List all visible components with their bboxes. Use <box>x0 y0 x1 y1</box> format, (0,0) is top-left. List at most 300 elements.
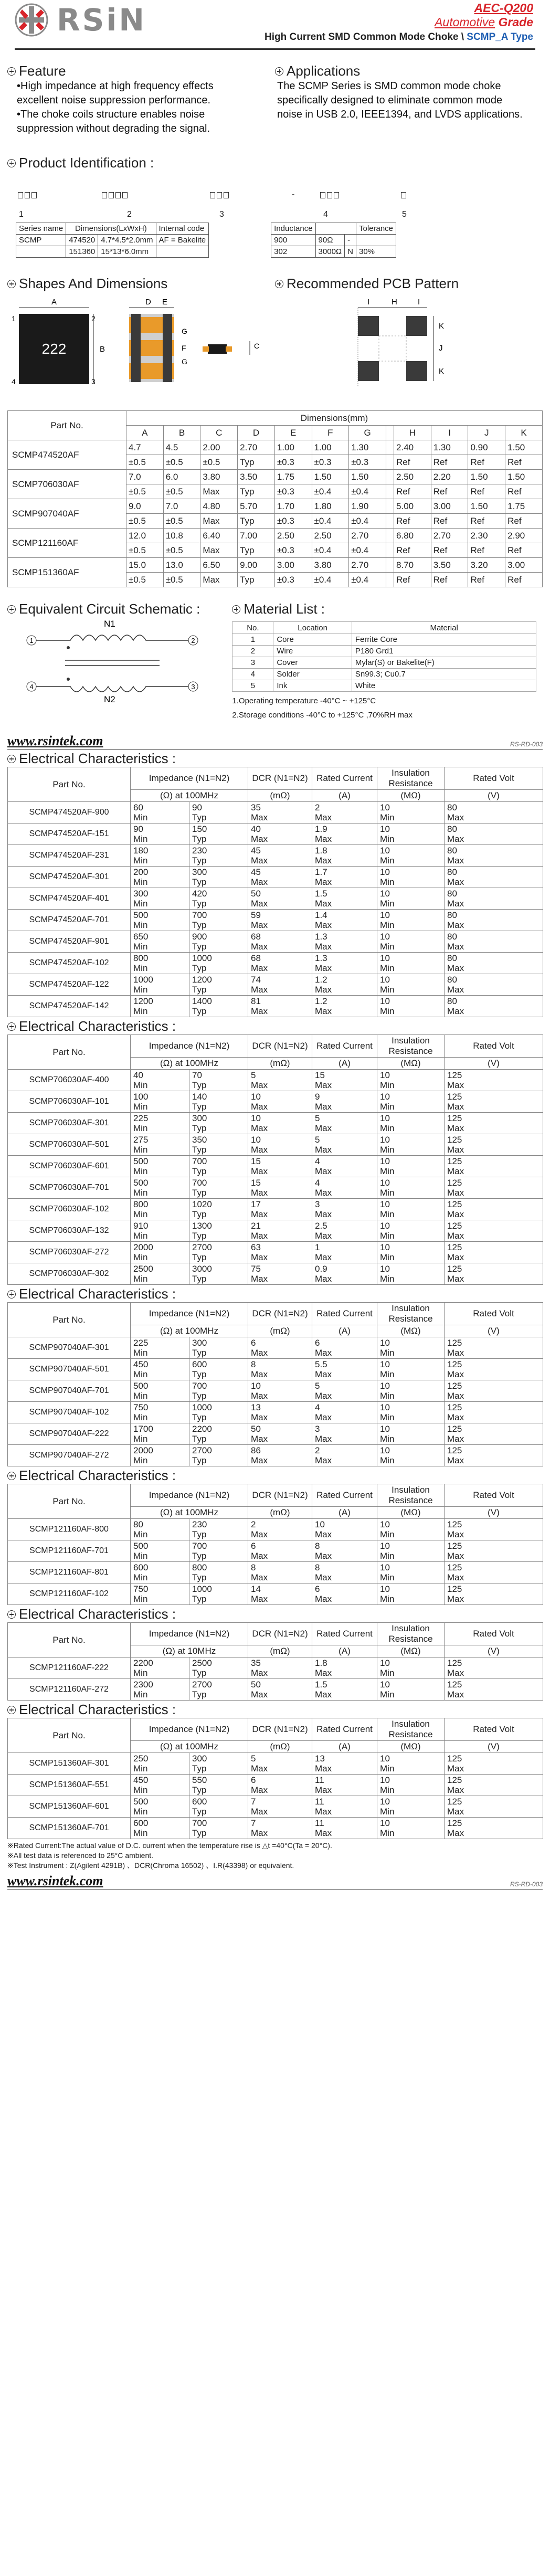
elec-unit-label: Max <box>315 963 332 973</box>
table-row <box>8 1423 543 1445</box>
elec-value: 2700 <box>192 1680 212 1690</box>
elec-unit-label: Min <box>380 1391 395 1401</box>
dim-part-header: Part No. <box>8 411 126 440</box>
elec-cell <box>131 1402 189 1423</box>
elec-unit-label: Max <box>447 1668 464 1678</box>
electrical-notes <box>7 1841 543 1871</box>
elec-unit-label: Max <box>251 834 268 844</box>
elec-volt-unit: (V) <box>445 1507 543 1519</box>
elec-value: 5 <box>315 1381 320 1391</box>
elec-unit-label: Max <box>447 1690 464 1699</box>
electrical-heading <box>7 1018 543 1034</box>
elec-value: 125 <box>447 1242 462 1252</box>
elec-value: 80 <box>447 910 457 920</box>
elec-cell <box>377 1519 445 1540</box>
elec-unit-label: Max <box>315 1764 332 1773</box>
elec-unit-label: Max <box>447 1166 464 1176</box>
elec-unit-label: Max <box>315 1102 332 1112</box>
elec-cell <box>312 1679 377 1701</box>
elec-value: 10 <box>315 1519 325 1529</box>
elec-cell <box>248 1220 312 1242</box>
dim-tolerance: ±0.4 <box>312 484 349 499</box>
electrical-note: ※Test Instrument : Z(Agilent 4291B) 、DCR(Chroma 16502) 、I.R(43398) or equivalent. <box>7 1861 294 1870</box>
elec-value: 650 <box>133 932 149 942</box>
elec-cell <box>131 1263 189 1285</box>
elec-unit-label: Max <box>447 1369 464 1379</box>
id-header-cell: Internal code <box>156 223 209 235</box>
elec-part-number: SCMP121160AF-272 <box>8 1679 131 1701</box>
elec-cell <box>312 910 377 931</box>
material-cell: 3 <box>232 657 273 669</box>
dim-col-header: H <box>394 426 431 440</box>
elec-cell <box>445 931 543 953</box>
elec-value: 2 <box>315 1445 320 1455</box>
elec-value: 2.5 <box>315 1221 327 1231</box>
dim-value: 4.5 <box>163 440 200 455</box>
elec-cell <box>312 1562 377 1583</box>
winding-n1-label: N1 <box>104 619 115 629</box>
elec-dcr-unit: (mΩ) <box>248 1741 312 1753</box>
elec-cell <box>377 1337 445 1359</box>
dim-col-header: E <box>274 426 312 440</box>
elec-value: 10 <box>380 1775 390 1785</box>
elec-unit-label: Min <box>133 1391 148 1401</box>
table-row <box>8 888 543 910</box>
elec-value: 70 <box>192 1070 202 1080</box>
dim-value: 1.50 <box>349 470 386 484</box>
elec-dcr-header: DCR (N1=N2) <box>248 1718 312 1741</box>
elec-cell <box>131 1540 189 1562</box>
elec-value: 450 <box>133 1775 149 1785</box>
elec-value: 10 <box>380 1242 390 1252</box>
elec-cell <box>377 1113 445 1134</box>
elec-unit-label: Min <box>380 1252 395 1262</box>
elec-cell <box>189 1775 248 1796</box>
elec-cell <box>248 1445 312 1466</box>
elec-value: 1000 <box>192 953 212 963</box>
elec-unit-label: Max <box>251 1412 268 1422</box>
dim-value: 1.50 <box>505 470 543 484</box>
table-row <box>8 1177 543 1199</box>
elec-cell <box>131 931 189 953</box>
winding-n2-label: N2 <box>104 694 115 704</box>
elec-unit-label: Max <box>315 856 332 865</box>
ir-line: Resistance <box>388 1495 433 1505</box>
elec-value: 1 <box>315 1242 320 1252</box>
elec-value: 5.5 <box>315 1359 327 1369</box>
elec-unit-label: Max <box>251 1080 268 1090</box>
elec-cell <box>189 1156 248 1177</box>
pin-3-label: 3 <box>91 377 96 386</box>
dim-part-number: SCMP151360AF <box>8 558 126 587</box>
table-row <box>8 931 543 953</box>
page-header <box>7 0 543 45</box>
section-bullet-icon <box>7 605 16 614</box>
elec-cell <box>312 1220 377 1242</box>
dim-group-header: Dimensions(mm) <box>126 411 543 426</box>
code-position-number: 1 <box>19 210 24 219</box>
elec-cell <box>248 1423 312 1445</box>
elec-cell <box>445 1359 543 1380</box>
elec-impedance-header: Impedance (N1=N2) <box>131 1303 248 1325</box>
elec-value: 35 <box>251 803 261 812</box>
elec-value: 80 <box>447 932 457 942</box>
elec-cell <box>189 996 248 1017</box>
elec-cell <box>131 1070 189 1091</box>
dim-value: 9.00 <box>238 558 275 573</box>
elec-value: 7 <box>251 1818 256 1828</box>
elec-cell <box>189 1540 248 1562</box>
elec-unit-label: Max <box>251 985 268 995</box>
elec-value: 125 <box>447 1445 462 1455</box>
elec-part-number: SCMP474520AF-301 <box>8 867 131 888</box>
elec-value: 1020 <box>192 1199 212 1209</box>
applications-text <box>275 79 536 122</box>
elec-cell <box>312 1070 377 1091</box>
elec-cell <box>248 1519 312 1540</box>
elec-cell <box>445 1070 543 1091</box>
elec-value: 4 <box>315 1402 320 1412</box>
table-row <box>8 1220 543 1242</box>
elec-part-number: SCMP151360AF-601 <box>8 1796 131 1818</box>
elec-value: 10 <box>380 1519 390 1529</box>
elec-value: 2500 <box>192 1658 212 1668</box>
elec-unit-label: Min <box>133 963 148 973</box>
elec-cell <box>445 802 543 824</box>
elec-unit-label: Min <box>133 1209 148 1219</box>
id-header-cell: Tolerance <box>356 223 396 235</box>
elec-insulation-header <box>377 767 445 790</box>
material-cell: 4 <box>232 669 273 680</box>
elec-value: 68 <box>251 932 261 942</box>
elec-unit-label: Max <box>447 1391 464 1401</box>
elec-cell <box>445 910 543 931</box>
elec-value: 14 <box>251 1584 261 1594</box>
ir-line: Insulation <box>392 1303 430 1313</box>
elec-unit-label: Max <box>447 1807 464 1817</box>
elec-dcr-unit: (mΩ) <box>248 1645 312 1657</box>
elec-value: 225 <box>133 1113 149 1123</box>
elec-unit-label: Max <box>447 1102 464 1112</box>
elec-value: 68 <box>251 953 261 963</box>
grade-label: Grade <box>498 15 533 29</box>
elec-part-number: SCMP706030AF-102 <box>8 1199 131 1220</box>
feature-line: excellent noise suppression performance. <box>17 94 211 106</box>
id-cell: 302 <box>271 246 315 258</box>
table-row <box>8 1113 543 1134</box>
elec-value: 10 <box>380 1402 390 1412</box>
dim-value: 7.00 <box>238 529 275 543</box>
elec-cell <box>377 953 445 974</box>
dim-tolerance: Ref <box>468 455 505 470</box>
dim-tolerance: ±0.4 <box>312 514 349 529</box>
elec-cell <box>189 1337 248 1359</box>
side-view-drawing <box>129 298 187 382</box>
drawings <box>7 292 543 402</box>
elec-value: 6 <box>251 1338 256 1348</box>
elec-cell <box>445 974 543 996</box>
elec-impedance-header: Impedance (N1=N2) <box>131 767 248 790</box>
pin-4: 4 <box>29 683 34 691</box>
electrical-heading <box>7 1468 543 1484</box>
elec-unit-label: Typ <box>192 1455 207 1465</box>
code-box <box>224 192 229 198</box>
elec-value: 125 <box>447 1754 462 1764</box>
elec-part-number: SCMP907040AF-301 <box>8 1337 131 1359</box>
elec-value: 10 <box>380 1359 390 1369</box>
elec-value: 125 <box>447 1563 462 1572</box>
elec-value: 1.9 <box>315 824 327 834</box>
elec-value: 10 <box>251 1381 261 1391</box>
elec-unit-label: Min <box>133 1455 148 1465</box>
dim-tolerance: Ref <box>468 543 505 558</box>
elec-cell <box>131 1337 189 1359</box>
dim-col-header: C <box>200 426 238 440</box>
elec-unit-label: Max <box>447 1434 464 1444</box>
dim-tolerance: Ref <box>394 543 431 558</box>
elec-cell <box>131 867 189 888</box>
elec-value: 80 <box>447 824 457 834</box>
elec-value: 86 <box>251 1445 261 1455</box>
elec-value: 13 <box>315 1754 325 1764</box>
elec-cell <box>445 1091 543 1113</box>
electrical-note: ※Rated Current:The actual value of D.C. current when the temperature rise is △t =40°C(Ta = 20°C). <box>7 1841 332 1850</box>
dim-value: 4.7 <box>126 440 164 455</box>
elec-part-header: Part No. <box>8 1718 131 1753</box>
elec-unit-label: Max <box>315 1188 332 1198</box>
dim-value: 2.70 <box>431 529 468 543</box>
elec-unit-label: Min <box>380 1123 395 1133</box>
elec-unit-label: Min <box>380 1080 395 1090</box>
revision-code: RS-RD-003 <box>510 741 543 748</box>
code-box <box>122 192 128 198</box>
elec-cell <box>131 974 189 996</box>
elec-part-number: SCMP706030AF-701 <box>8 1177 131 1199</box>
dim-col-header <box>386 426 394 440</box>
dim-value: 1.50 <box>468 499 505 514</box>
elec-unit-label: Min <box>380 942 395 952</box>
elec-unit-label: Max <box>447 1412 464 1422</box>
elec-cell <box>131 824 189 845</box>
elec-unit-label: Max <box>315 1594 332 1604</box>
elec-value: 11 <box>315 1797 324 1807</box>
elec-cell <box>248 1134 312 1156</box>
material-section <box>232 601 543 722</box>
elec-unit-label: Min <box>380 963 395 973</box>
code-box <box>217 192 222 198</box>
elec-value: 15 <box>251 1178 261 1188</box>
shapes-heading-text: Shapes And Dimensions <box>19 276 168 291</box>
elec-cell <box>248 845 312 867</box>
ir-line: Resistance <box>388 1634 433 1644</box>
elec-cell <box>248 1679 312 1701</box>
elec-value: 350 <box>192 1135 207 1145</box>
elec-part-number: SCMP907040AF-701 <box>8 1380 131 1402</box>
dim-value: 1.75 <box>274 470 312 484</box>
elec-unit-label: Max <box>251 942 268 952</box>
elec-cell <box>312 1583 377 1605</box>
section-bullet-icon <box>7 280 16 288</box>
id-header-cell: Dimensions(LxWxH) <box>66 223 156 235</box>
elec-value: 75 <box>251 1264 261 1274</box>
elec-cell <box>131 1679 189 1701</box>
dim-tolerance: Typ <box>238 484 275 499</box>
elec-unit-label: Max <box>251 856 268 865</box>
elec-value: 45 <box>251 867 261 877</box>
elec-cell <box>312 802 377 824</box>
code-box <box>401 192 406 198</box>
elec-value: 750 <box>133 1584 149 1594</box>
elec-value: 1.7 <box>315 867 327 877</box>
dim-value: 0.90 <box>468 440 505 455</box>
dim-tolerance: ±0.5 <box>126 543 164 558</box>
elec-unit-label: Min <box>133 1412 148 1422</box>
elec-cell <box>445 1177 543 1199</box>
dim-tolerance: Ref <box>394 455 431 470</box>
material-cell: Ferrite Core <box>352 634 536 646</box>
elec-volt-unit: (V) <box>445 1325 543 1337</box>
table-row <box>8 845 543 867</box>
elec-unit-label: Min <box>133 985 148 995</box>
elec-value: 750 <box>133 1402 149 1412</box>
elec-value: 1.8 <box>315 1658 327 1668</box>
dim-value: 1.30 <box>431 440 468 455</box>
elec-unit-label: Min <box>380 1102 395 1112</box>
id-cell: 151360 <box>66 246 98 258</box>
elec-value: 125 <box>447 1519 462 1529</box>
elec-value: 1.8 <box>315 846 327 856</box>
elec-value: 1.5 <box>315 889 327 899</box>
elec-current-header: Rated Current <box>312 1303 377 1325</box>
elec-cell <box>377 1156 445 1177</box>
elec-unit-label: Typ <box>192 856 207 865</box>
dim-value: 1.80 <box>312 499 349 514</box>
elec-cell <box>312 1540 377 1562</box>
elec-value: 5 <box>251 1070 256 1080</box>
dim-value <box>386 529 394 543</box>
elec-part-number: SCMP121160AF-801 <box>8 1562 131 1583</box>
pin-3: 3 <box>191 683 195 691</box>
elec-value: 10 <box>380 1092 390 1102</box>
dim-tolerance: Ref <box>394 573 431 587</box>
dim-col-header: I <box>431 426 468 440</box>
elec-cell <box>312 996 377 1017</box>
elec-value: 600 <box>192 1359 207 1369</box>
ir-line: Insulation <box>392 1623 430 1633</box>
material-cell: Wire <box>273 646 352 657</box>
elec-unit-label: Max <box>315 1785 332 1795</box>
elec-value: 125 <box>447 1818 462 1828</box>
elec-value: 230 <box>192 846 207 856</box>
elec-part-number: SCMP151360AF-301 <box>8 1753 131 1775</box>
feature-line: •High impedance at high frequency effects <box>17 80 214 92</box>
elec-cell <box>248 953 312 974</box>
elec-cell <box>189 802 248 824</box>
elec-dcr-unit: (mΩ) <box>248 790 312 802</box>
elec-part-number: SCMP907040AF-272 <box>8 1445 131 1466</box>
elec-unit-label: Max <box>251 1231 268 1241</box>
elec-unit-label: Max <box>315 1455 332 1465</box>
elec-value: 225 <box>133 1338 149 1348</box>
elec-cell <box>377 1177 445 1199</box>
dim-tolerance <box>386 543 394 558</box>
elec-value: 500 <box>133 1156 149 1166</box>
elec-unit-label: Max <box>251 1690 268 1699</box>
elec-cell <box>312 1775 377 1796</box>
package-photo <box>203 344 232 354</box>
material-cell: 1 <box>232 634 273 646</box>
dim-tolerance: ±0.5 <box>163 543 200 558</box>
elec-value: 17 <box>251 1199 261 1209</box>
elec-unit-label: Max <box>447 1274 464 1284</box>
elec-cell <box>377 931 445 953</box>
elec-cell <box>248 1583 312 1605</box>
id-cell: 4.7*4.5*2.0mm <box>98 235 156 246</box>
elec-cell <box>377 1359 445 1380</box>
elec-value: 1400 <box>192 996 212 1006</box>
elec-unit-label: Min <box>380 1006 395 1016</box>
elec-part-number: SCMP706030AF-400 <box>8 1070 131 1091</box>
elec-cell <box>312 1156 377 1177</box>
elec-unit-label: Min <box>133 1166 148 1176</box>
elec-value: 125 <box>447 1775 462 1785</box>
elec-cell <box>248 1070 312 1091</box>
elec-unit-label: Min <box>380 1274 395 1284</box>
elec-cell <box>312 1445 377 1466</box>
elec-unit-label: Max <box>315 1348 332 1358</box>
elec-volt-header: Rated Volt <box>445 767 543 790</box>
elec-value: 1000 <box>192 1402 212 1412</box>
table-row <box>8 1134 543 1156</box>
elec-value: 80 <box>447 953 457 963</box>
dim-label-e: E <box>162 298 168 307</box>
elec-cell <box>189 974 248 996</box>
website-link-footer[interactable]: www.rsintek.com <box>7 1873 103 1888</box>
elec-value: 59 <box>251 910 261 920</box>
elec-cell <box>445 1263 543 1285</box>
elec-part-number: SCMP706030AF-601 <box>8 1156 131 1177</box>
elec-value: 10 <box>380 1178 390 1188</box>
elec-cell <box>189 1134 248 1156</box>
dim-value: 10.8 <box>163 529 200 543</box>
elec-cell <box>312 1134 377 1156</box>
elec-value: 600 <box>133 1563 149 1572</box>
dim-value: 2.70 <box>349 558 386 573</box>
elec-value: 300 <box>192 1754 207 1764</box>
elec-impedance-unit: (Ω) at 100MHz <box>131 790 248 802</box>
elec-unit-label: Max <box>315 1274 332 1284</box>
electrical-heading-text: Electrical Characteristics : <box>19 1702 176 1717</box>
elec-unit-label: Max <box>251 1668 268 1678</box>
dim-value: 6.0 <box>163 470 200 484</box>
elec-cell <box>248 1242 312 1263</box>
svg-text:C: C <box>254 342 260 350</box>
elec-unit-label: Min <box>133 1252 148 1262</box>
dim-label-f: F <box>182 344 186 352</box>
electrical-table <box>7 767 543 1017</box>
applications-line: The SCMP Series is SMD common mode choke <box>277 80 501 92</box>
dim-label-d: D <box>145 298 151 307</box>
elec-unit-label: Min <box>133 1006 148 1016</box>
dim-col-header: J <box>468 426 505 440</box>
elec-unit-label: Max <box>315 1529 332 1539</box>
dim-value: 6.40 <box>200 529 238 543</box>
elec-cell <box>248 974 312 996</box>
elec-cell <box>312 931 377 953</box>
elec-cell <box>312 1091 377 1113</box>
website-link[interactable]: www.rsintek.com <box>7 733 103 748</box>
elec-unit-label: Min <box>380 1188 395 1198</box>
